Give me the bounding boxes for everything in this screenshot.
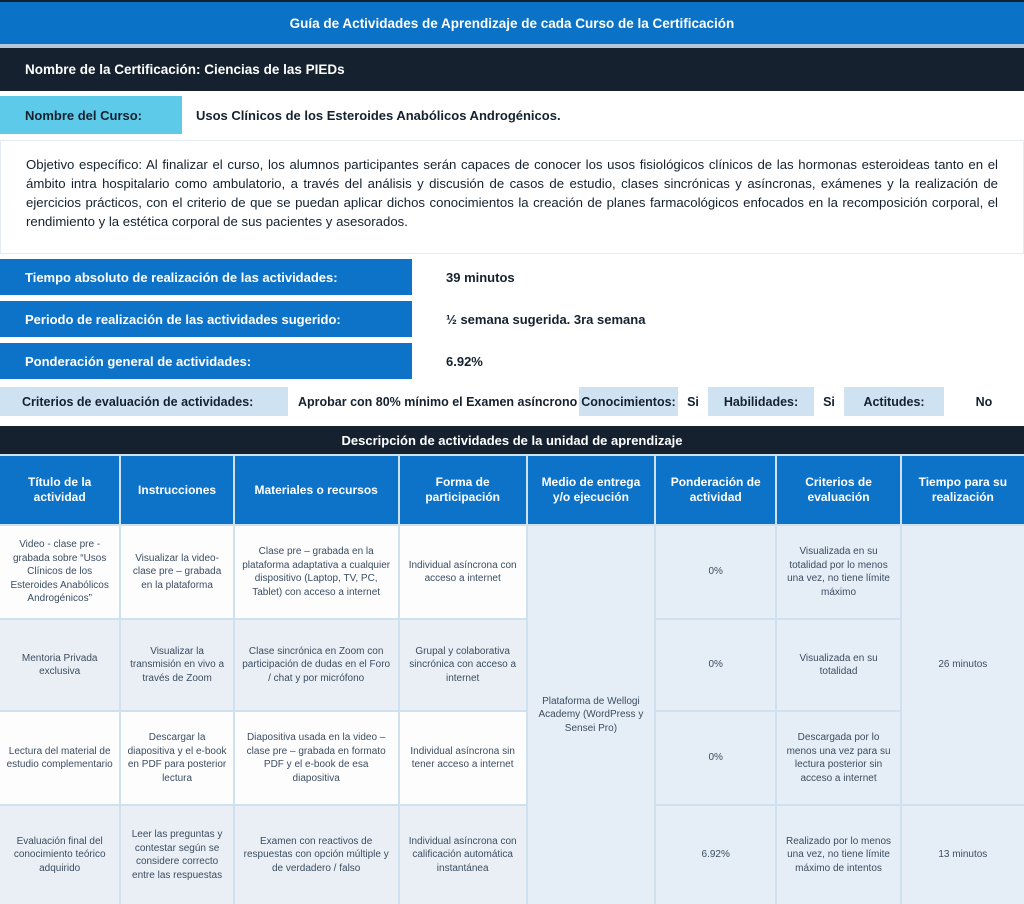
- table-cell-instrucciones: Visualizar la transmisión en vivo a través de Zoom: [121, 620, 232, 710]
- info-row-general-weight: [0, 343, 1024, 379]
- evaluation-criteria-strip: [0, 387, 1024, 416]
- column-header-medio: Medio de entrega y/o ejecución: [528, 456, 654, 524]
- skills-value: Si: [814, 387, 844, 416]
- column-header-forma: Forma de participación: [400, 456, 526, 524]
- skills-label: Habilidades:: [708, 387, 814, 416]
- attitudes-label: Actitudes:: [844, 387, 944, 416]
- knowledge-label: Conocimientos:: [579, 387, 678, 416]
- criteria-value: Aprobar con 80% mínimo el Examen asíncrono: [288, 387, 579, 416]
- table-cell-forma: Individual asíncrona sin tener acceso a internet: [400, 712, 526, 804]
- column-header-criterios: Criterios de evaluación: [777, 456, 899, 524]
- table-cell-titulo: Video - clase pre - grabada sobre “Usos Clínicos de los Esteroides Anabólicos Androgénicos”: [0, 526, 119, 618]
- table-cell-tiempo-26: 26 minutos: [902, 526, 1024, 804]
- column-header-materiales: Materiales o recursos: [235, 456, 398, 524]
- certification-name-bar: Nombre de la Certificación: Ciencias de las PIEDs: [0, 48, 1024, 91]
- table-cell-titulo: Mentoria Privada exclusiva: [0, 620, 119, 710]
- page-title: Guía de Actividades de Aprendizaje de cada Curso de la Certificación: [0, 0, 1024, 44]
- table-cell-materiales: Diapositiva usada en la video – clase pre – grabada en formato PDF y el e-book de esa diapositiva: [235, 712, 398, 804]
- info-row-total-time: [0, 259, 1024, 295]
- table-cell-materiales: Clase sincrónica en Zoom con participación de dudas en el Foro / chat y por micrófono: [235, 620, 398, 710]
- course-name-label: Nombre del Curso:: [0, 96, 182, 134]
- table-cell-criterios: Descargada por lo menos una vez para su lectura posterior sin acceso a internet: [777, 712, 899, 804]
- table-cell-medio-merged: Plataforma de Wellogi Academy (WordPress y Sensei Pro): [528, 526, 654, 904]
- table-cell-ponderacion: 0%: [656, 620, 775, 710]
- course-name-value: Usos Clínicos de los Esteroides Anabólicos Androgénicos.: [182, 96, 1024, 134]
- column-header-tiempo: Tiempo para su realización: [902, 456, 1024, 524]
- activities-description-bar: Descripción de actividades de la unidad de aprendizaje: [0, 426, 1024, 454]
- column-header-instrucciones: Instrucciones: [121, 456, 232, 524]
- table-cell-ponderacion: 6.92%: [656, 806, 775, 904]
- table-cell-tiempo-13: 13 minutos: [902, 806, 1024, 904]
- specific-objective-paragraph: Objetivo específico: Al finalizar el curso, los alumnos participantes serán capaces de conocer los usos fisiológicos clínicos de las hormonas esteroideas tanto en el ámbito intra hospitalario como ambulatorio, a través del análisis y discusión de casos de estudio, clases sincrónicas y asíncronas, exámenes y la realización de ejercicios prácticos, con el criterio de que se puedan aplicar dichos conocimientos la creación de planes farmacológicos enfocados en la recomposición corporal, el rendimiento y la estética corporal de sus pacientes y asesorados.: [0, 140, 1024, 254]
- table-cell-criterios: Realizado por lo menos una vez, no tiene límite máximo de intentos: [777, 806, 899, 904]
- total-time-value: 39 minutos: [416, 259, 1024, 295]
- general-weight-value: 6.92%: [416, 343, 1024, 379]
- table-cell-materiales: Clase pre – grabada en la plataforma adaptativa a cualquier dispositivo (Laptop, TV, PC, Tablet) con acceso a internet: [235, 526, 398, 618]
- table-cell-materiales: Examen con reactivos de respuestas con opción múltiple y de verdadero / falso: [235, 806, 398, 904]
- column-header-titulo: Título de la actividad: [0, 456, 119, 524]
- suggested-period-label: Periodo de realización de las actividades sugerido:: [0, 301, 412, 337]
- activities-table: [0, 454, 1024, 904]
- table-cell-ponderacion: 0%: [656, 712, 775, 804]
- table-cell-criterios: Visualizada en su totalidad por lo menos una vez, no tiene límite máximo: [777, 526, 899, 618]
- divider: [0, 379, 1024, 387]
- table-cell-ponderacion: 0%: [656, 526, 775, 618]
- table-cell-forma: Individual asíncrona con calificación automática instantánea: [400, 806, 526, 904]
- table-cell-instrucciones: Visualizar la video-clase pre – grabada en la plataforma: [121, 526, 232, 618]
- table-cell-titulo: Lectura del material de estudio complementario: [0, 712, 119, 804]
- criteria-label: Criterios de evaluación de actividades:: [0, 387, 288, 416]
- table-cell-criterios: Visualizada en su totalidad: [777, 620, 899, 710]
- general-weight-label: Ponderación general de actividades:: [0, 343, 412, 379]
- divider: [0, 416, 1024, 426]
- table-cell-instrucciones: Leer las preguntas y contestar según se considere correcto entre las respuestas: [121, 806, 232, 904]
- info-row-suggested-period: [0, 301, 1024, 337]
- table-cell-forma: Individual asíncrona con acceso a internet: [400, 526, 526, 618]
- column-header-ponderacion: Ponderación de actividad: [656, 456, 775, 524]
- suggested-period-value: ½ semana sugerida. 3ra semana: [416, 301, 1024, 337]
- table-cell-titulo: Evaluación final del conocimiento teórico adquirido: [0, 806, 119, 904]
- table-cell-instrucciones: Descargar la diapositiva y el e-book en PDF para posterior lectura: [121, 712, 232, 804]
- knowledge-value: Si: [678, 387, 708, 416]
- total-time-label: Tiempo absoluto de realización de las actividades:: [0, 259, 412, 295]
- attitudes-value: No: [944, 387, 1024, 416]
- table-cell-forma: Grupal y colaborativa sincrónica con acceso a internet: [400, 620, 526, 710]
- course-name-row: [0, 96, 1024, 134]
